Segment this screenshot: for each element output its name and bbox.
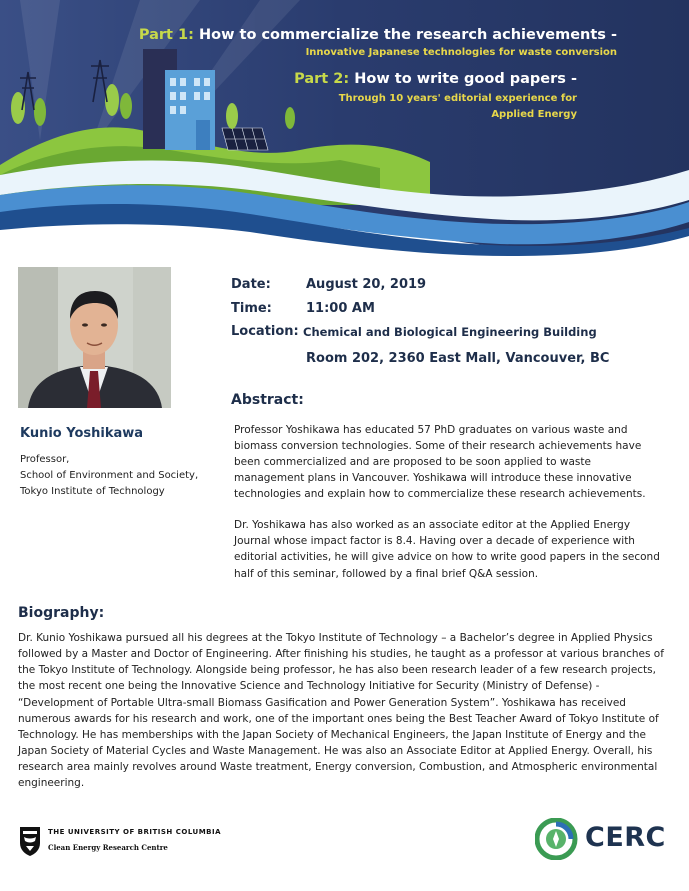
part2-subtitle bbox=[339, 91, 577, 122]
biography-text: Dr. Kunio Yoshikawa pursued all his degrees at the Tokyo Institute of Technology – a Bachelor’s degree in Applied Physics followed by a Master and Doctor of Engineering. After finishing his studies, he taught as a professor at various branches of the Tokyo Institute of Technology. Alongside being professor, he has also been research leader of a few research projects, the most recent one being the Innovative Science and Technology Initiative for Security (Ministry of Defense) - “Development of Portable Ultra-small Biomass Gasification and Power Generation System”. Yoshikawa has received numerous awards for his research and work, one of the important ones being the Best Teacher Award of Tokyo Institute of Technology. He has memberships with the Japan Society of Mechanical Engineers, the Japan Institute of Energy and the Japan Society of Material Cycles and Waste Management. He was also an Associate Editor at Applied Energy. Overall, his research area mainly revolves around Waste treatment, Energy conversion, Combustion, and Atmospheric environmental engineering. bbox=[18, 632, 664, 790]
abstract-heading: Abstract: bbox=[231, 392, 304, 408]
speaker-name: Kunio Yoshikawa bbox=[20, 426, 144, 441]
cerc-logo-text: CERC bbox=[585, 822, 666, 853]
ubc-name: THE UNIVERSITY OF BRITISH COLUMBIA bbox=[48, 828, 222, 836]
speaker-title: Professor, bbox=[20, 454, 70, 465]
ubc-crest-icon bbox=[18, 825, 42, 857]
abstract-body bbox=[234, 422, 664, 597]
part2-subtitle-line2: Applied Energy bbox=[491, 108, 577, 120]
speaker-department: School of Environment and Society, bbox=[20, 470, 199, 481]
date-value: August 20, 2019 bbox=[306, 277, 427, 292]
speaker-institution: Tokyo Institute of Technology bbox=[20, 486, 165, 497]
header-banner bbox=[0, 0, 689, 258]
biography-heading: Biography: bbox=[18, 605, 105, 621]
part1-subtitle: Innovative Japanese technologies for waste conversion bbox=[305, 47, 617, 58]
speaker-portrait-image bbox=[18, 267, 171, 408]
part2-title bbox=[294, 71, 577, 87]
speaker-photo bbox=[18, 267, 171, 408]
speaker-affiliation bbox=[20, 452, 198, 500]
location-line2: Room 202, 2360 East Mall, Vancouver, BC bbox=[306, 351, 610, 366]
cerc-logo bbox=[535, 818, 675, 860]
abstract-paragraph-1: Professor Yoshikawa has educated 57 PhD graduates on various waste and biomass conversion technologies. Some of their research achievements have been commercialized and are proposed to be soon applied to waste management plans in Vancouver. Yoshikawa will introduce these innovative technologies and explain how to commercialize these research achievements. bbox=[234, 424, 646, 501]
date-label: Date: bbox=[231, 277, 271, 292]
location-line1: Chemical and Biological Engineering Building bbox=[303, 325, 597, 339]
part2-label: Part 2: bbox=[294, 71, 350, 87]
time-label: Time: bbox=[231, 301, 272, 316]
part1-label: Part 1: bbox=[138, 27, 194, 43]
ubc-centre-name: Clean Energy Research Centre bbox=[48, 843, 168, 852]
part1-title bbox=[139, 27, 617, 43]
part1-title-text: How to commercialize the research achievements - bbox=[193, 27, 617, 43]
time-value: 11:00 AM bbox=[306, 301, 375, 316]
ubc-logo bbox=[18, 825, 248, 857]
location-label: Location: bbox=[231, 324, 299, 339]
part2-title-text: How to write good papers - bbox=[349, 71, 577, 87]
abstract-paragraph-2: Dr. Yoshikawa has also worked as an associate editor at the Applied Energy Journal whose impact factor is 8.4. Having over a decade of experience with editorial activities, he will give advice on how to write good papers in the second half of this seminar, followed by a final brief Q&A session. bbox=[234, 519, 660, 580]
cerc-emblem-icon bbox=[535, 818, 579, 860]
part2-subtitle-line1: Through 10 years' editorial experience for bbox=[338, 93, 577, 104]
